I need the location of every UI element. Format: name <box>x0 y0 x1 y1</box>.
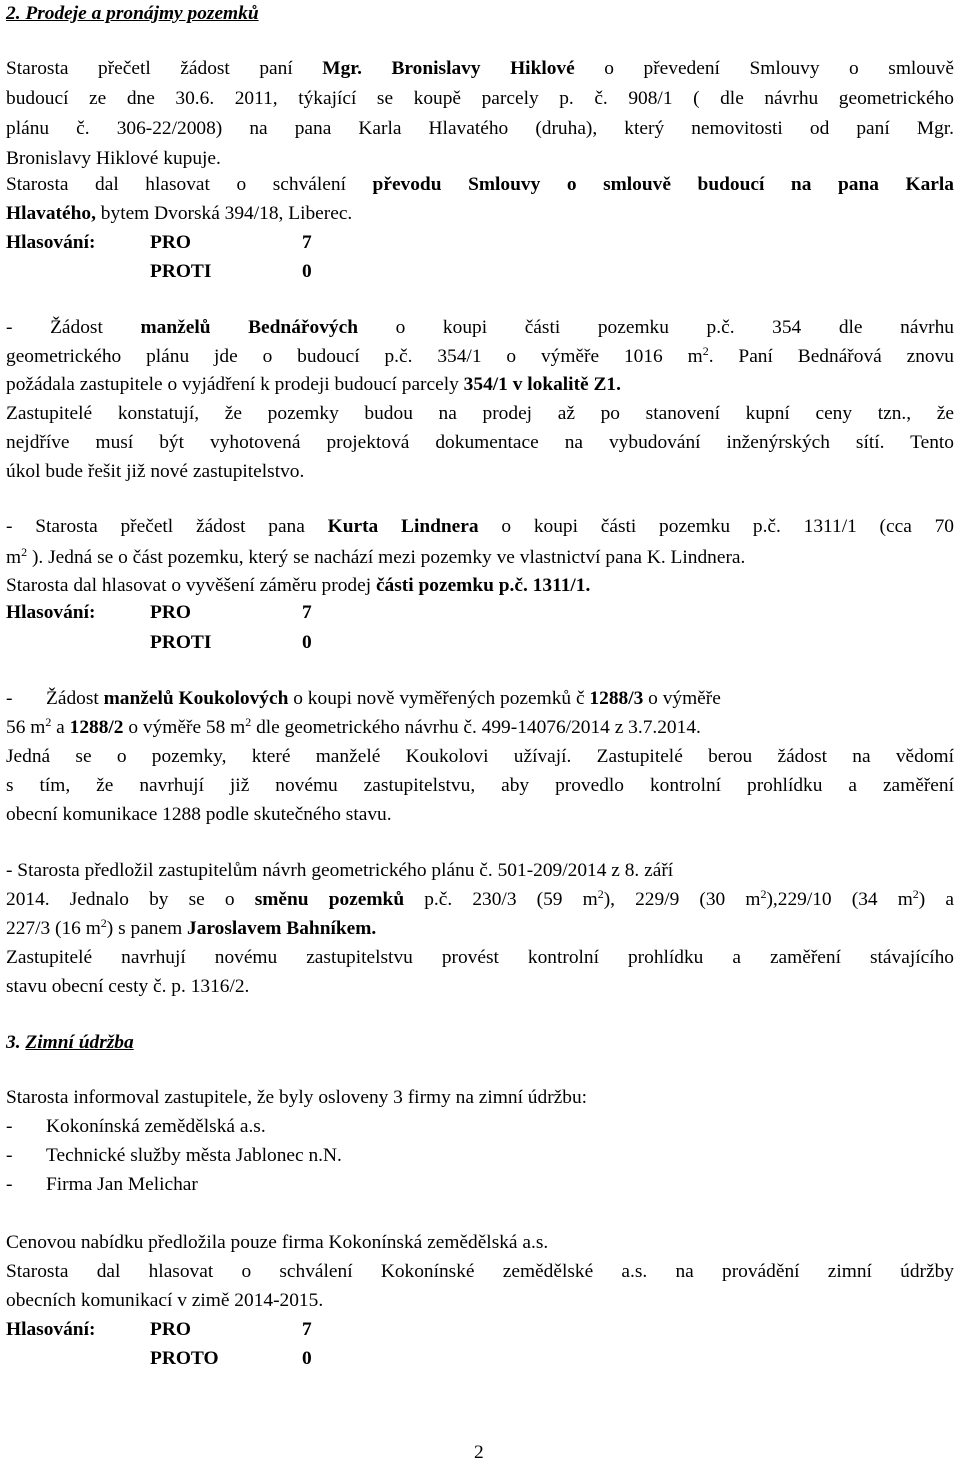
text-run-bold: 1288/2 <box>69 717 124 738</box>
list-dash: - <box>6 1145 13 1166</box>
firm-name: Kokonínská zemědělská a.s. <box>46 1116 266 1137</box>
paragraph-line <box>6 344 954 370</box>
text-run: ). Jedná se o část pozemku, který se nachází mezi pozemky ve vlastnictví pana K. Lindnera. <box>27 547 746 568</box>
vote-pro-count: 7 <box>302 232 312 253</box>
vote-pro-count: 7 <box>302 602 312 623</box>
section-2-heading: 2. Prodeje a pronájmy pozemků <box>6 3 259 24</box>
text-run: ),229/10 (34 m <box>766 889 913 910</box>
text-run: 56 m <box>6 717 46 738</box>
paragraph-line: Zastupitelé konstatují, že pozemky budou na prodej až po stanovení kupní ceny tzn., že <box>6 403 954 424</box>
paragraph-line <box>6 686 954 712</box>
section-3-heading <box>6 1030 954 1056</box>
firm-name: Firma Jan Melichar <box>46 1174 198 1195</box>
text-run: . Paní Bednářová znovu <box>708 346 955 367</box>
text-run: Žádost <box>46 688 104 709</box>
paragraph-line: Jedná se o pozemky, které manželé Koukolovi užívají. Zastupitelé berou žádost na vědomí <box>6 746 954 767</box>
text-run-bold: Jaroslavem Bahníkem. <box>187 918 377 939</box>
text-run: p.č. 230/3 (59 m <box>404 889 598 910</box>
text-run: Starosta dal hlasovat o schválení <box>6 174 373 195</box>
paragraph-line: Zastupitelé navrhují novému zastupitelstvu provést kontrolní prohlídku a zaměření stávajícího <box>6 947 954 968</box>
paragraph-line <box>6 56 954 82</box>
paragraph-line <box>6 887 954 913</box>
heading-number: 3. <box>6 1032 26 1053</box>
text-run: o převedení Smlouvy o smlouvě <box>574 58 954 79</box>
superscript: 2 <box>702 344 709 358</box>
superscript: 2 <box>100 916 107 930</box>
paragraph-line <box>6 545 954 571</box>
heading-text: Zimní údržba <box>25 1032 134 1053</box>
paragraph-line: úkol bude řešit již nové zastupitelstvo. <box>6 461 305 482</box>
superscript: 2 <box>45 715 52 729</box>
text-run: o koupi části pozemku p.č. 1311/1 (cca 70 <box>478 516 954 537</box>
superscript: 2 <box>912 887 919 901</box>
paragraph-line <box>6 201 954 227</box>
text-run-bold: směnu pozemků <box>254 889 405 910</box>
text-run: požádala zastupitele o vyjádření k prodeji budoucí parcely <box>6 374 464 395</box>
paragraph-line: Cenovou nabídku předložila pouze firma Kokonínská zemědělská a.s. <box>6 1232 549 1253</box>
text-run: Starosta dal hlasovat o vyvěšení záměru prodej <box>6 575 376 596</box>
text-run-bold: Hlavatého, <box>6 203 96 224</box>
text-run: 2014. Jednalo by se o <box>6 889 255 910</box>
paragraph-line: s tím, že navrhují již novému zastupitelstvu, aby provedlo kontrolní prohlídku a zaměření <box>6 775 954 796</box>
list-item <box>6 1172 954 1198</box>
text-run: ) a <box>918 889 954 910</box>
paragraph-line: budoucí ze dne 30.6. 2011, týkající se koupě parcely p. č. 908/1 ( dle návrhu geometrického <box>6 88 954 109</box>
paragraph-line <box>6 573 954 599</box>
text-run: o výměře 58 m <box>123 717 246 738</box>
paragraph-line: obecní komunikace 1288 podle skutečného stavu. <box>6 804 392 825</box>
vote-label: Hlasování: <box>6 1319 96 1340</box>
document-page <box>6 0 954 1466</box>
text-run: - Starosta přečetl žádost pana <box>6 516 328 537</box>
list-item <box>6 1143 954 1169</box>
text-run-bold: 354/1 v lokalitě Z1. <box>463 374 621 395</box>
text-run: o koupi části pozemku p.č. 354 dle návrhu <box>358 317 954 338</box>
text-run: o koupi nově vyměřených pozemků č <box>288 688 590 709</box>
superscript: 2 <box>21 545 28 559</box>
vote-pro-count: 7 <box>302 1319 312 1340</box>
vote-label: Hlasování: <box>6 232 96 253</box>
page-number: 2 <box>474 1442 484 1463</box>
text-run-bold: Kurta Lindnera <box>327 516 479 537</box>
paragraph-line <box>6 372 954 398</box>
text-run-bold: manželů Koukolových <box>103 688 289 709</box>
text-run-bold: manželů Bednářových <box>140 317 358 338</box>
list-dash: - <box>6 1116 13 1137</box>
paragraph-line: plánu č. 306-22/2008) na pana Karla Hlavatého (druha), který nemovitosti od paní Mgr. <box>6 118 954 139</box>
paragraph-line: obecních komunikací v zimě 2014-2015. <box>6 1290 324 1311</box>
list-dash: - <box>6 1174 13 1195</box>
vote-proti-label: PROTO <box>150 1348 219 1369</box>
paragraph-line: Starosta informoval zastupitele, že byly osloveny 3 firmy na zimní údržbu: <box>6 1087 588 1108</box>
text-run-bold: části pozemku p.č. 1311/1. <box>375 575 591 596</box>
paragraph-line <box>6 172 954 198</box>
text-run: o výměře <box>643 688 721 709</box>
text-run: Starosta přečetl žádost paní <box>6 58 323 79</box>
vote-proti-label: PROTI <box>150 632 212 653</box>
text-run: geometrického plánu jde o budoucí p.č. 354/1 o výměře 1016 m <box>6 346 703 367</box>
paragraph-line <box>6 514 954 540</box>
vote-proti-count: 0 <box>302 1348 312 1369</box>
text-run: a <box>51 717 70 738</box>
vote-pro-label: PRO <box>150 602 191 623</box>
superscript: 2 <box>760 887 767 901</box>
paragraph-line: - Starosta předložil zastupitelům návrh geometrického plánu č. 501-209/2014 z 8. září <box>6 860 674 881</box>
paragraph-line: stavu obecní cesty č. p. 1316/2. <box>6 976 250 997</box>
text-run: ), 229/9 (30 m <box>603 889 761 910</box>
vote-proti-count: 0 <box>302 632 312 653</box>
text-run-bold: převodu Smlouvy o smlouvě budoucí na pana Karla <box>372 174 954 195</box>
paragraph-line: Bronislavy Hiklové kupuje. <box>6 148 221 169</box>
paragraph-line <box>6 715 954 741</box>
vote-proti-label: PROTI <box>150 261 212 282</box>
vote-pro-label: PRO <box>150 232 191 253</box>
text-run: - Žádost <box>6 317 141 338</box>
text-run: dle geometrického návrhu č. 499-14076/2014 z 3.7.2014. <box>251 717 701 738</box>
text-run-bold: Mgr. Bronislavy Hiklové <box>322 58 575 79</box>
list-item <box>6 1114 954 1140</box>
list-dash: - <box>6 688 13 709</box>
vote-proti-count: 0 <box>302 261 312 282</box>
firm-name: Technické služby města Jablonec n.N. <box>46 1145 342 1166</box>
text-run-bold: 1288/3 <box>589 688 644 709</box>
vote-pro-label: PRO <box>150 1319 191 1340</box>
text-run: bytem Dvorská 394/18, Liberec. <box>95 203 353 224</box>
paragraph-line: nejdříve musí být vyhotovená projektová dokumentace na vybudování inženýrských sítí. Tento <box>6 432 954 453</box>
paragraph-line: Starosta dal hlasovat o schválení Kokonínské zemědělské a.s. na provádění zimní údržby <box>6 1261 954 1282</box>
paragraph-line <box>6 315 954 341</box>
text-run: 227/3 (16 m <box>6 918 101 939</box>
superscript: 2 <box>245 715 252 729</box>
text-run: m <box>6 547 22 568</box>
superscript: 2 <box>597 887 604 901</box>
paragraph-line <box>6 916 954 942</box>
text-run: ) s panem <box>106 918 188 939</box>
vote-label: Hlasování: <box>6 602 96 623</box>
